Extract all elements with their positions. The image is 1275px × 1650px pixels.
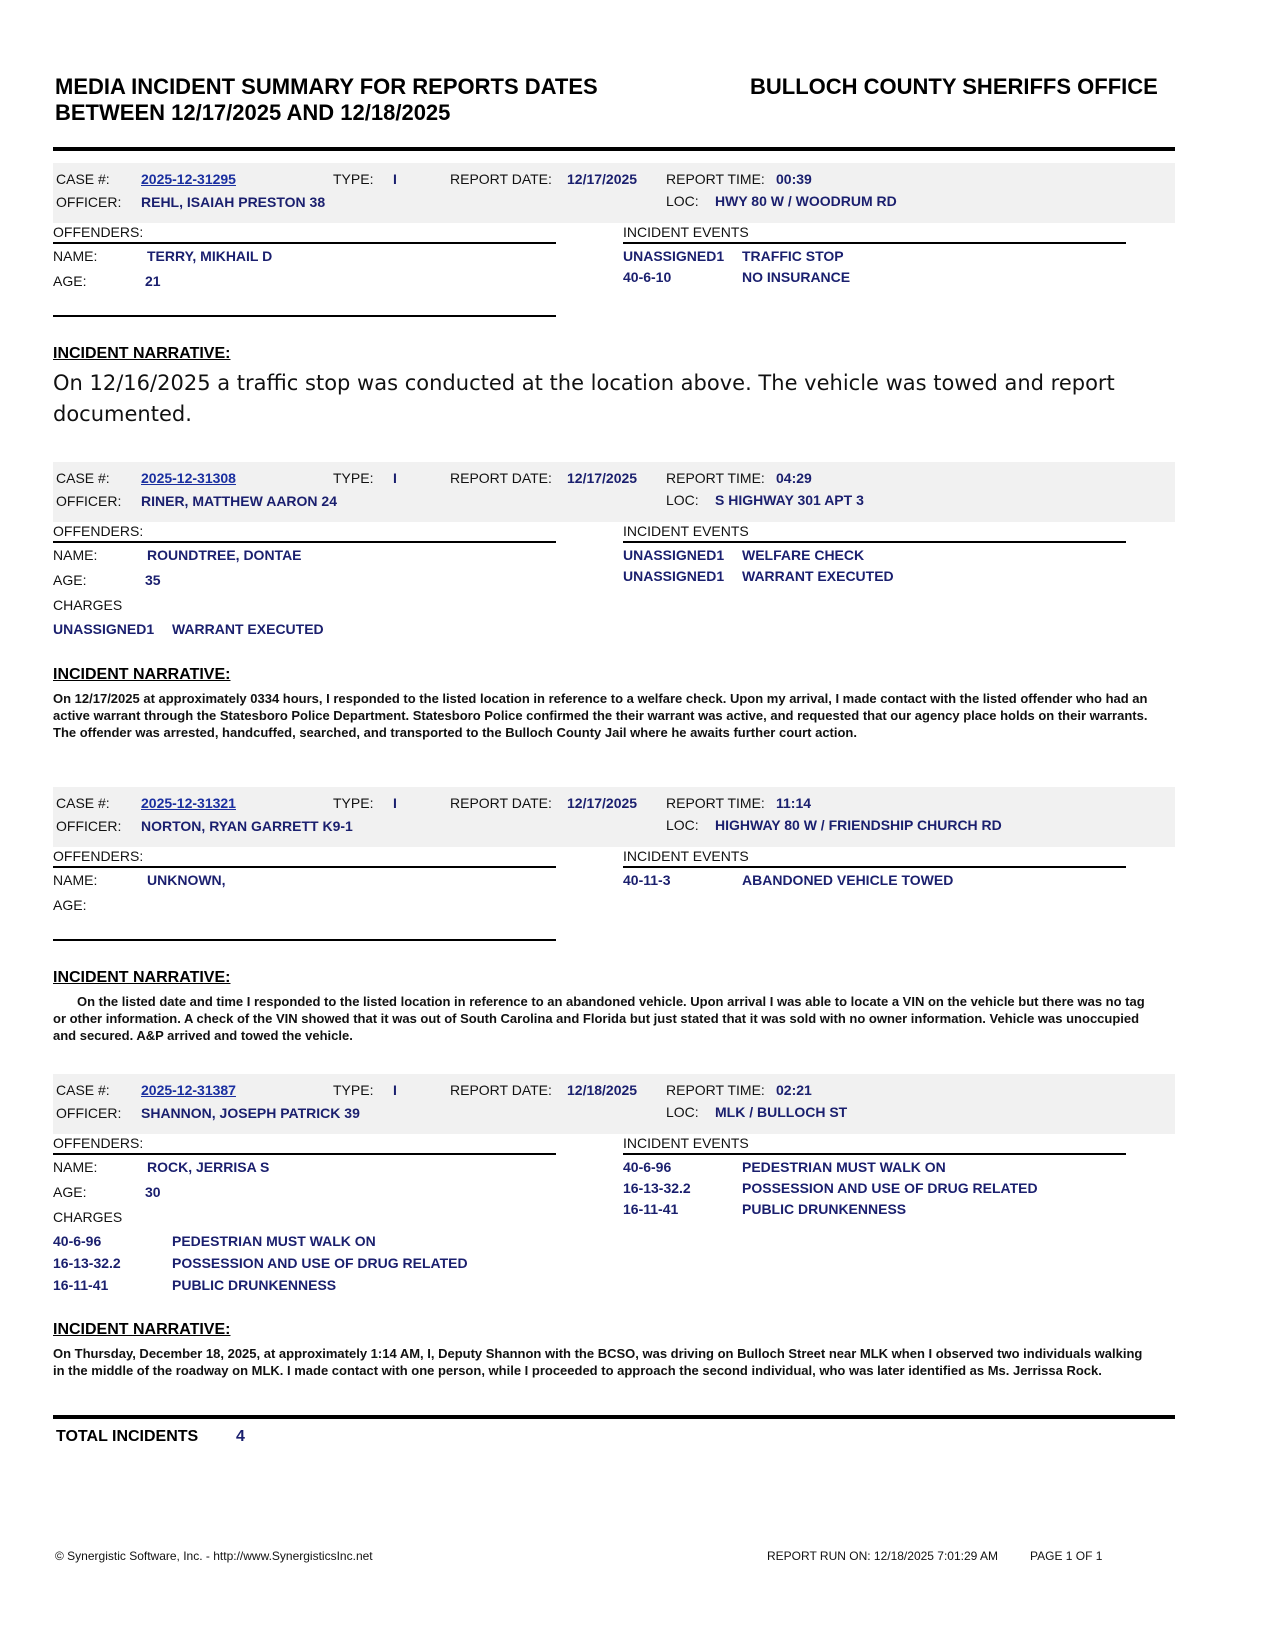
case-number-label: CASE #: [56,795,110,811]
event-code: UNASSIGNED1 [623,568,725,584]
type-value: I [393,470,397,486]
charge-desc: WARRANT EXECUTED [172,621,324,637]
loc-value: S HIGHWAY 301 APT 3 [715,492,864,508]
report-date-value: 12/17/2025 [567,171,638,187]
report-title-line1: MEDIA INCIDENT SUMMARY FOR REPORTS DATES [55,74,598,99]
age-label: AGE: [53,897,87,913]
offenders-label: OFFENDERS: [53,1135,144,1151]
event-code: 40-6-10 [623,269,672,285]
charge-code: 16-13-32.2 [53,1255,121,1271]
officer-value: SHANNON, JOSEPH PATRICK 39 [141,1105,360,1121]
narrative-title: INCIDENT NARRATIVE: [53,666,231,683]
name-label: NAME: [53,872,98,888]
loc-label: LOC: [666,492,699,508]
totals-divider [53,1415,1175,1419]
loc-label: LOC: [666,193,699,209]
report-title-line2: BETWEEN 12/17/2025 AND 12/18/2025 [55,100,451,125]
officer-label: OFFICER: [56,818,122,834]
incident-events-label: INCIDENT EVENTS [623,848,749,864]
incident-events-label: INCIDENT EVENTS [623,1135,749,1151]
name-label: NAME: [53,547,98,563]
loc-label: LOC: [666,817,699,833]
loc-value: HIGHWAY 80 W / FRIENDSHIP CHURCH RD [715,817,1002,833]
events-underline [623,1153,1126,1155]
type-value: I [393,171,397,187]
offender-name: UNKNOWN, [147,872,226,888]
narrative-title: INCIDENT NARRATIVE: [53,345,231,362]
type-label: TYPE: [333,1082,374,1098]
type-value: I [393,795,397,811]
incident-events-label: INCIDENT EVENTS [623,523,749,539]
charge-code: 16-11-41 [53,1277,109,1293]
report-date-value: 12/17/2025 [567,795,638,811]
narrative-title: INCIDENT NARRATIVE: [53,969,231,986]
case-number-label: CASE #: [56,470,110,486]
type-value: I [393,1082,397,1098]
event-desc: NO INSURANCE [742,269,851,285]
report-time-label: REPORT TIME: [666,171,765,187]
report-date-value: 12/17/2025 [567,470,638,486]
officer-label: OFFICER: [56,194,122,210]
narrative-text: On the listed date and time I responded to the listed location in reference to an abandoned vehicle. Upon arrival I was able to locate a VIN on the vehicle but there was no tag or other information. A check of the VIN showed that it was out of South Carolina and Florida but just stated that it was sold with no owner information. Vehicle was unoccupied and secured. A&P arrived and towed the vehicle. [53,994,1145,1043]
officer-value: REHL, ISAIAH PRESTON 38 [141,194,326,210]
type-label: TYPE: [333,470,374,486]
total-incidents-label: TOTAL INCIDENTS [56,1428,199,1445]
event-desc: PUBLIC DRUNKENNESS [742,1201,907,1217]
age-label: AGE: [53,273,87,289]
footer-page-number: PAGE 1 OF 1 [1030,1549,1103,1563]
event-desc: TRAFFIC STOP [742,248,844,264]
report-time-value: 00:39 [776,171,812,187]
total-incidents-value: 4 [236,1428,245,1445]
report-date-label: REPORT DATE: [450,795,552,811]
report-time-value: 04:29 [776,470,812,486]
report-time-label: REPORT TIME: [666,1082,765,1098]
header-divider [53,147,1175,151]
event-desc: ABANDONED VEHICLE TOWED [742,872,954,888]
officer-label: OFFICER: [56,493,122,509]
events-underline [623,541,1126,543]
charge-desc: PEDESTRIAN MUST WALK ON [172,1233,376,1249]
type-label: TYPE: [333,795,374,811]
offenders-bottom-rule [53,939,556,941]
narrative-text: On 12/17/2025 at approximately 0334 hours, I responded to the listed location in reference to a welfare check. Upon my arrival, I made contact with the listed offender who had an active warrant through the Statesboro Police Department. Statesboro Police confirmed the their warrant was active, and requested that our agency place holds on their warrants. The offender was arrested, handcuffed, searched, and transported to the Bulloch County Jail where he awaits further court action. [53,691,1148,740]
case-number-label: CASE #: [56,1082,110,1098]
event-code: 40-6-96 [623,1159,672,1175]
event-code: 16-11-41 [623,1201,679,1217]
officer-value: NORTON, RYAN GARRETT K9-1 [141,818,353,834]
case-number-link[interactable]: 2025-12-31321 [141,795,236,811]
offender-name: TERRY, MIKHAIL D [147,248,273,264]
charge-code: UNASSIGNED1 [53,621,155,637]
charge-code: 40-6-96 [53,1233,102,1249]
offender-name: ROCK, JERRISA S [147,1159,270,1175]
event-desc: POSSESSION AND USE OF DRUG RELATED [742,1180,1038,1196]
footer-copyright: © Synergistic Software, Inc. - http://www.SynergisticsInc.net [55,1549,373,1563]
report-time-label: REPORT TIME: [666,470,765,486]
loc-value: HWY 80 W / WOODRUM RD [715,193,897,209]
offenders-label: OFFENDERS: [53,848,144,864]
offender-name: ROUNDTREE, DONTAE [147,547,302,563]
report-date-label: REPORT DATE: [450,171,552,187]
report-date-label: REPORT DATE: [450,1082,552,1098]
charge-desc: POSSESSION AND USE OF DRUG RELATED [172,1255,468,1271]
case-number-label: CASE #: [56,171,110,187]
officer-label: OFFICER: [56,1105,122,1121]
officer-value: RINER, MATTHEW AARON 24 [141,493,337,509]
agency-name: BULLOCH COUNTY SHERIFFS OFFICE [750,74,1158,99]
event-desc: PEDESTRIAN MUST WALK ON [742,1159,946,1175]
event-code: 16-13-32.2 [623,1180,691,1196]
offenders-label: OFFENDERS: [53,523,144,539]
offender-age: 21 [145,273,161,289]
report-date-value: 12/18/2025 [567,1082,638,1098]
report-time-label: REPORT TIME: [666,795,765,811]
event-desc: WARRANT EXECUTED [742,568,894,584]
case-number-link[interactable]: 2025-12-31308 [141,470,236,486]
narrative-text: On 12/16/2025 a traffic stop was conducted at the location above. The vehicle was towed and report documented. [53,371,1115,426]
age-label: AGE: [53,1184,87,1200]
offenders-underline [53,242,556,244]
footer-report-run: REPORT RUN ON: 12/18/2025 7:01:29 AM [767,1549,999,1563]
name-label: NAME: [53,1159,98,1175]
charges-label: CHARGES [53,1209,123,1225]
name-label: NAME: [53,248,98,264]
offenders-label: OFFENDERS: [53,224,144,240]
offenders-bottom-rule [53,315,556,317]
loc-label: LOC: [666,1104,699,1120]
report-date-label: REPORT DATE: [450,470,552,486]
event-desc: WELFARE CHECK [742,547,865,563]
offender-age: 30 [145,1184,161,1200]
event-code: UNASSIGNED1 [623,248,725,264]
report-time-value: 11:14 [776,795,812,811]
loc-value: MLK / BULLOCH ST [715,1104,848,1120]
event-code: UNASSIGNED1 [623,547,725,563]
age-label: AGE: [53,572,87,588]
event-code: 40-11-3 [623,872,671,888]
offenders-underline [53,541,556,543]
report-title [55,74,695,126]
offenders-underline [53,866,556,868]
type-label: TYPE: [333,171,374,187]
report-time-value: 02:21 [776,1082,812,1098]
offenders-underline [53,1153,556,1155]
narrative-text: On Thursday, December 18, 2025, at approximately 1:14 AM, I, Deputy Shannon with the BCSO, was driving on Bulloch Street near MLK when I observed two individuals walking in the middle of the roadway on MLK. I made contact with one person, while I proceeded to approach the second individual, who was later identified as Ms. Jerrissa Rock. [53,1346,1143,1378]
events-underline [623,866,1126,868]
offender-age: 35 [145,572,161,588]
case-number-link[interactable]: 2025-12-31295 [141,171,236,187]
case-number-link[interactable]: 2025-12-31387 [141,1082,236,1098]
events-underline [623,242,1126,244]
incident-events-label: INCIDENT EVENTS [623,224,749,240]
charge-desc: PUBLIC DRUNKENNESS [172,1277,337,1293]
narrative-title: INCIDENT NARRATIVE: [53,1321,231,1338]
charges-label: CHARGES [53,597,123,613]
